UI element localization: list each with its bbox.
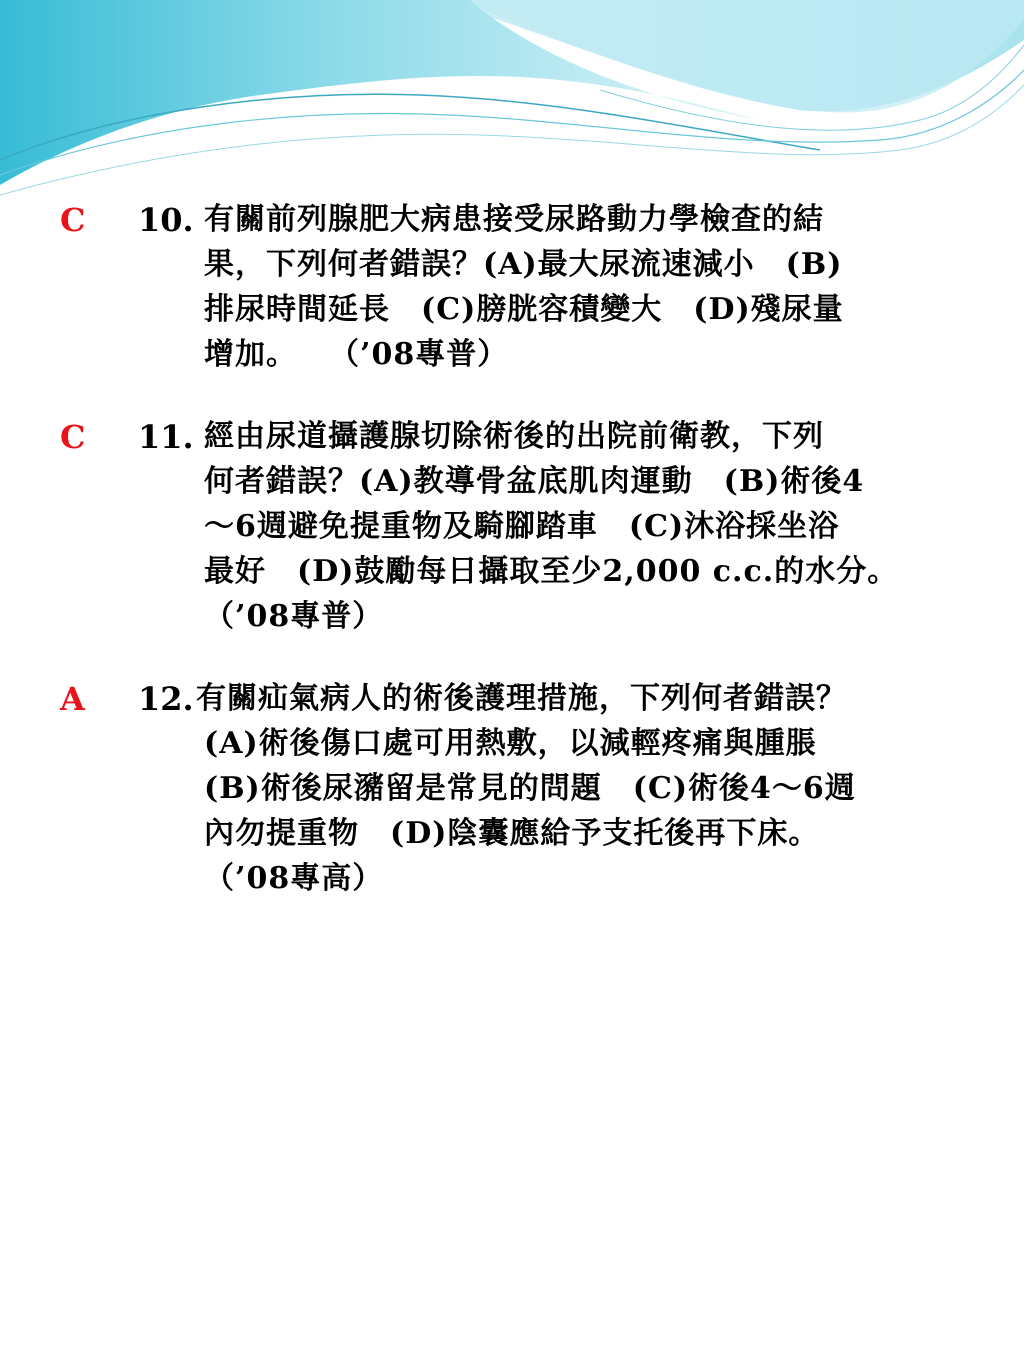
question-text-line: 有關前列腺肥大病患接受尿路動力學檢查的結 [204,202,824,237]
question-text-line: (B)術後尿瀦留是常見的問題 (C)術後4～6週 [204,771,856,806]
question-text-line: （’08專普） [204,599,384,634]
question-number: 11. [138,418,194,456]
question-text-line: 內勿提重物 (D)陰囊應給予支托後再下床。 [204,816,820,851]
question-number: 12. [138,680,194,718]
question-text-line: 排尿時間延長 (C)膀胱容積變大 (D)殘尿量 [204,292,844,327]
answer-key: C [60,418,86,456]
question-text-line: 增加。 （’08專普） [204,337,509,372]
question-text-line: 經由尿道攝護腺切除術後的出院前衛教，下列 [204,419,824,454]
question-text-line: 何者錯誤？(A)教導骨盆底肌肉運動 (B)術後4 [204,464,865,499]
question-text-line: （’08專高） [204,861,384,896]
question-text-line: 果，下列何者錯誤？(A)最大尿流速減小 (B) [204,247,843,282]
answer-key: A [60,680,85,718]
answer-key: C [60,201,86,239]
question-text-line: 有關疝氣病人的術後護理措施，下列何者錯誤？ [196,681,847,716]
question-text-line: (A)術後傷口處可用熱敷，以減輕疼痛與腫脹 [204,726,817,761]
header-wave-decoration [0,0,1024,210]
question-text-line: 最好 (D)鼓勵每日攝取至少2,000 c.c.的水分。 [204,554,899,589]
question-number: 10. [138,201,194,239]
question-text-line: ～6週避免提重物及騎腳踏車 (C)沐浴採坐浴 [204,509,840,544]
